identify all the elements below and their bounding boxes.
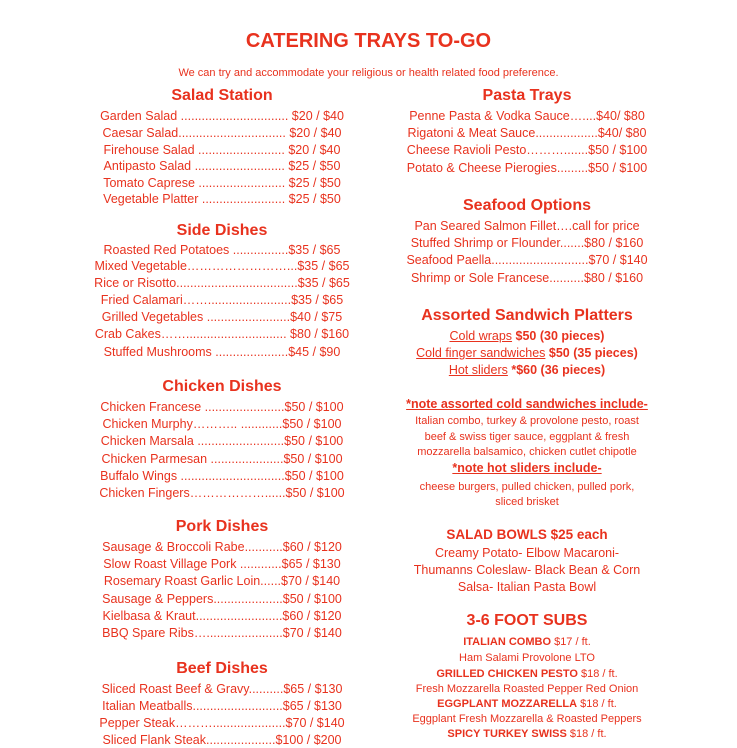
side-dishes-heading: Side Dishes <box>176 222 268 239</box>
salad-bowls-heading: SALAD BOWLS $25 each <box>446 527 608 542</box>
salad-station-heading: Salad Station <box>171 87 273 104</box>
menu-item: Caesar Salad............................... $20 / $40 <box>102 126 342 140</box>
note-line: Italian combo, turkey & provolone pesto, roast <box>415 415 639 427</box>
sub-item-price: $18 / ft. <box>577 668 618 680</box>
menu-item: Buffalo Wings ..............................$50 / $100 <box>100 469 344 483</box>
menu-item: Slow Roast Village Pork ............$65 / $130 <box>103 557 341 571</box>
sub-item-price: $18 / ft. <box>577 698 617 710</box>
menu-item: Rice or Risotto...................................$35 / $65 <box>94 276 350 290</box>
note-line: cheese burgers, pulled chicken, pulled pork, <box>419 481 635 493</box>
sandwich-item <box>394 329 660 344</box>
sandwich-item <box>394 346 660 361</box>
page-subtitle: We can try and accommodate your religious or health related food preference. <box>178 67 559 79</box>
sub-item-desc: Ham Salami Provolone LTO <box>459 652 595 664</box>
sub-item-price: $18 / ft. <box>566 728 607 740</box>
pasta-trays-heading: Pasta Trays <box>482 87 572 104</box>
seafood-options-heading: Seafood Options <box>463 197 591 214</box>
sub-item <box>394 727 660 742</box>
sandwich-item-name: Cold finger sandwiches <box>416 346 546 360</box>
sub-item-name: ITALIAN COMBO <box>463 636 552 648</box>
salad-bowl-line: Thumanns Coleslaw- Black Bean & Corn <box>413 563 641 577</box>
menu-item: BBQ Spare Ribs…......................$70 / $140 <box>102 626 342 640</box>
sandwich-item-name: Hot sliders <box>448 363 508 377</box>
sub-item-desc: Fresh Mozzarella Roasted Pepper Red Onion <box>415 683 639 695</box>
menu-item: Chicken Francese .......................$50 / $100 <box>100 400 344 414</box>
sandwich-item-name: Cold wraps <box>449 329 513 343</box>
page-title: CATERING TRAYS TO-GO <box>245 30 492 52</box>
sub-item <box>394 667 660 682</box>
pork-dishes-heading: Pork Dishes <box>175 518 269 535</box>
note-line: beef & swiss tiger sauce, eggplant & fresh <box>424 431 630 443</box>
sandwich-item-price: $50 (35 pieces) <box>545 346 638 360</box>
menu-item: Pan Seared Salmon Fillet….call for price <box>414 219 640 233</box>
menu-item: Mixed Vegetable……………………...$35 / $65 <box>94 259 350 273</box>
note-line: mozzarella balsamico, chicken cutlet chipotle <box>417 446 637 458</box>
menu-item: Grilled Vegetables ........................$40 / $75 <box>101 310 343 324</box>
sandwich-item-price: $50 (30 pieces) <box>512 329 605 343</box>
menu-item: Italian Meatballs..........................$65 / $130 <box>102 699 342 713</box>
menu-item: Cheese Ravioli Pesto……….......$50 / $100 <box>406 143 648 157</box>
beef-dishes-heading: Beef Dishes <box>176 660 268 677</box>
salad-bowl-line: Salsa- Italian Pasta Bowl <box>457 580 597 594</box>
menu-item: Sausage & Broccoli Rabe...........$60 / $120 <box>102 540 342 554</box>
chicken-dishes-heading: Chicken Dishes <box>162 378 282 395</box>
menu-item: Potato & Cheese Pierogies.........$50 / $100 <box>406 161 648 175</box>
menu-item: Stuffed Mushrooms .....................$45 / $90 <box>103 345 341 359</box>
menu-item: Chicken Fingers………………......$50 / $100 <box>99 486 345 500</box>
menu-item: Chicken Marsala .........................$50 / $100 <box>100 434 344 448</box>
menu-item: Seafood Paella............................$70 / $140 <box>406 253 648 267</box>
menu-item: Crab Cakes……............................. $80 / $160 <box>94 327 350 341</box>
menu-item: Rigatoni & Meat Sauce..................$40/ $80 <box>407 126 647 140</box>
menu-item: Sliced Flank Steak....................$100 / $200 <box>102 733 342 747</box>
sub-item-name: SPICY TURKEY SWISS <box>447 728 567 740</box>
cold-sandwich-note-heading: *note assorted cold sandwiches include- <box>406 397 648 411</box>
menu-item: Firehouse Salad ......................... $20 / $40 <box>103 143 341 157</box>
menu-item: Vegetable Platter ........................ $25 / $50 <box>103 192 341 206</box>
menu-item: Chicken Parmesan .....................$50 / $100 <box>101 452 343 466</box>
subs-heading: 3-6 FOOT SUBS <box>466 612 588 629</box>
sub-item-desc: Eggplant Fresh Mozzarella & Roasted Peppers <box>412 713 642 725</box>
sandwich-platters-heading: Assorted Sandwich Platters <box>421 307 633 324</box>
menu-item: Penne Pasta & Vodka Sauce…....$40/ $80 <box>409 109 645 123</box>
menu-item: Stuffed Shrimp or Flounder.......$80 / $160 <box>410 236 644 250</box>
sandwich-item-price: *$60 (36 pieces) <box>507 363 606 377</box>
menu-item: Sausage & Peppers....................$50 / $100 <box>102 592 342 606</box>
sandwich-item <box>394 363 660 378</box>
menu-item: Chicken Murphy……….. ............$50 / $100 <box>102 417 342 431</box>
sub-item <box>394 635 660 650</box>
sub-item-name: GRILLED CHICKEN PESTO <box>436 668 578 680</box>
menu-item: Roasted Red Potatoes ................$35 / $65 <box>103 243 341 257</box>
menu-item: Pepper Steak……….....................$70 / $140 <box>99 716 345 730</box>
menu-item: Antipasto Salad .......................... $25 / $50 <box>103 159 341 173</box>
menu-item: Fried Calamari……........................$35 / $65 <box>100 293 344 307</box>
hot-slider-note-heading: *note hot sliders include- <box>452 461 602 475</box>
menu-item: Kielbasa & Kraut.........................$60 / $120 <box>102 609 342 623</box>
menu-item: Rosemary Roast Garlic Loin......$70 / $140 <box>103 574 341 588</box>
menu-item: Sliced Roast Beef & Gravy..........$65 / $130 <box>101 682 343 696</box>
note-line: sliced brisket <box>495 496 559 508</box>
menu-item: Garden Salad ............................... $20 / $40 <box>100 109 344 123</box>
menu-item: Shrimp or Sole Francese..........$80 / $160 <box>410 271 644 285</box>
sub-item-name: EGGPLANT MOZZARELLA <box>437 698 578 710</box>
salad-bowl-line: Creamy Potato- Elbow Macaroni- <box>434 546 620 560</box>
menu-item: Tomato Caprese ......................... $25 / $50 <box>103 176 341 190</box>
sub-item <box>394 697 660 712</box>
sub-item-price: $17 / ft. <box>551 636 591 648</box>
